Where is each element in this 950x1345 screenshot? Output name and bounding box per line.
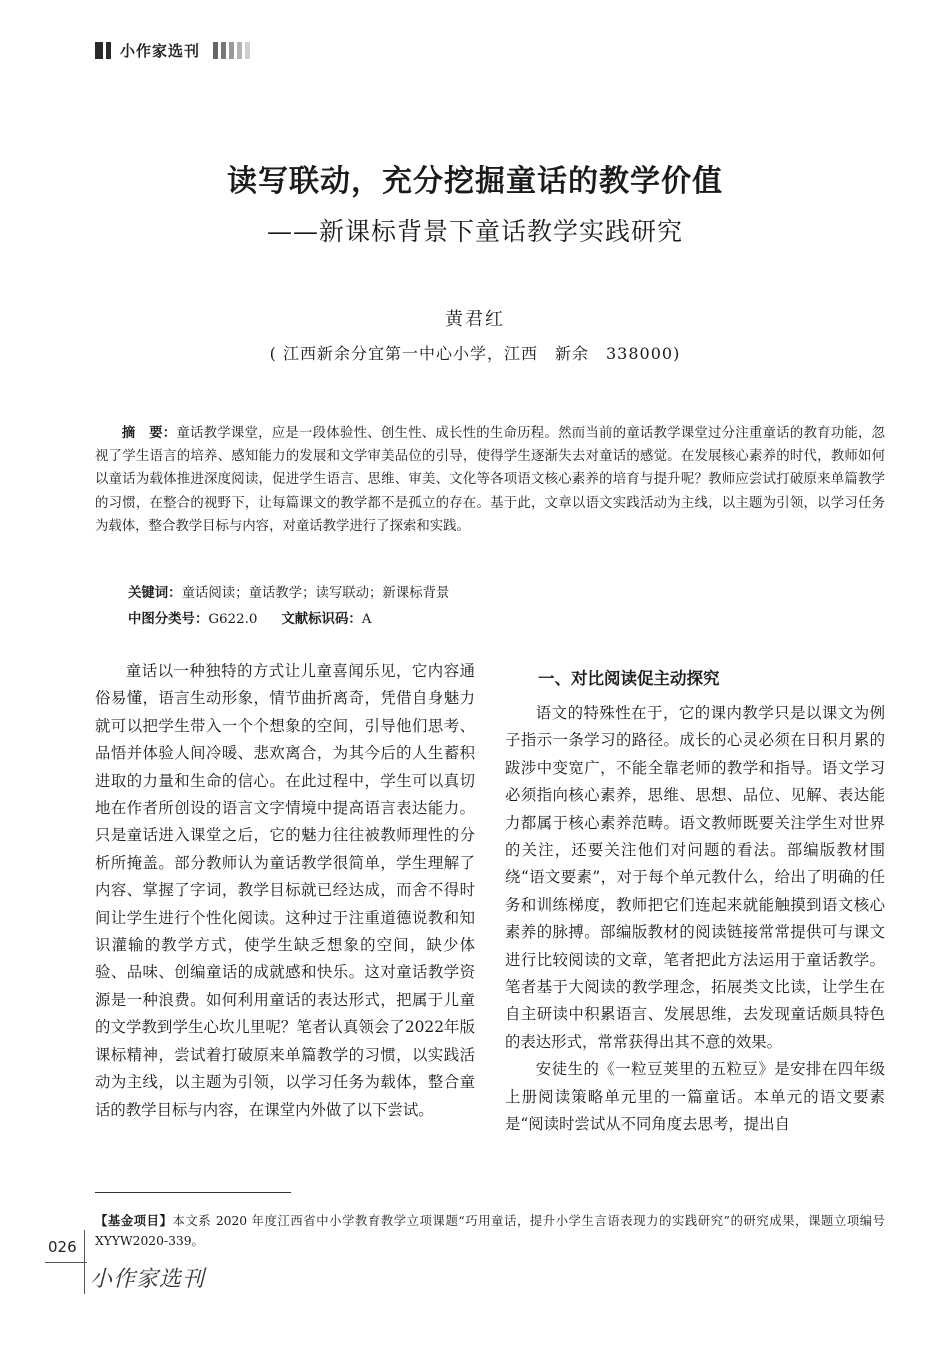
abstract-label: 摘 要： xyxy=(121,426,177,441)
clc-value: G622.0 xyxy=(208,612,258,627)
journal-logo: 小作家选刊 xyxy=(90,1267,206,1292)
header-stripe xyxy=(237,42,242,59)
body-right-column xyxy=(505,666,885,1139)
header-stripe xyxy=(213,42,218,59)
clc-label: 中图分类号： xyxy=(128,612,209,627)
header-bar-mark xyxy=(95,42,103,59)
body-paragraph: 童话以一种独特的方式让儿童喜闻乐见，它内容通俗易懂，语言生动形象，情节曲折离奇，凭借自身魅力就可以把学生带入一个个想象的空间，引导他们思考、品悟并体验人间冷暖、悲欢离合，为其今后的人生蓄积进取的力量和生命的信心。在此过程中，学生可以真切地在作者所创设的语言文字情境中提高语言表达能力。只是童话进入课堂之后，它的魅力往往被教师理性的分析所掩盖。部分教师认为童话教学很简单，学生理解了内容、掌握了字词，教学目标就已经达成，而舍不得时间让学生进行个性化阅读。这种过于注重道德说教和知识灌输的教学方式，使学生缺乏想象的空间，缺少体验、品味、创编童话的成就感和快乐。这对童话教学资源是一种浪费。如何利用童话的表达形式，把属于儿童的文学教到学生心坎儿里呢？笔者认真领会了2022年版课标精神，尝试着打破原来单篇教学的习惯，以实践活动为主线，以主题为引领，以学习任务为载体，整合童话的教学目标与内容，在课堂内外做了以下尝试。 xyxy=(95,662,475,1119)
classification xyxy=(128,608,371,627)
page-number-rule xyxy=(45,1262,87,1263)
page-number-divider xyxy=(84,1230,85,1294)
footnote-label: 【基金项目】 xyxy=(95,1214,173,1228)
keywords-label: 关键词： xyxy=(128,586,182,601)
abstract-text: 童话教学课堂，应是一段体验性、创生性、成长性的生命历程。然而当前的童话教学课堂过分注重童话的教育功能，忽视了学生语言的培养、感知能力的发展和文学审美品位的引导，使得学生逐渐失去对童话的感觉。在发展核心素养的时代，教师如何以童话为载体推进深度阅读，促进学生语言、思维、审美、文化等各项语文核心素养的培育与提升呢？教师应尝试打破原来单篇教学的习惯，在整合的视野下，让每篇课文的教学都不是孤立的存在。基于此，文章以语文实践活动为主线，以主题为引领，以学习任务为载体，整合教学目标与内容，对童话教学进行了探索和实践。 xyxy=(95,426,886,534)
journal-name: 小作家选刊 xyxy=(120,42,201,60)
footnote-text: 本文系 2020 年度江西省中小学教育教学立项课题“巧用童话，提升小学生言语表现力的实践研究”的研究成果，课题立项编号 XYYW2020-339。 xyxy=(95,1214,885,1248)
article-title: 读写联动，充分挖掘童话的教学价值 xyxy=(227,164,723,199)
section-heading: 一、对比阅读促主动探究 xyxy=(538,669,720,688)
footnote-rule xyxy=(95,1192,291,1193)
author-affiliation: ( 江西新余分宜第一中心小学，江西 新余 338000) xyxy=(269,344,681,363)
abstract xyxy=(95,422,885,538)
body-paragraph: 安徒生的《一粒豆荚里的五粒豆》是安排在四年级上册阅读策略单元里的一篇童话。本单元的语文要素是“阅读时尝试从不同角度去思考，提出自 xyxy=(505,1060,885,1134)
keywords xyxy=(128,582,449,601)
header-bar-mark xyxy=(106,42,111,59)
header-stripe xyxy=(221,42,226,59)
header-stripe xyxy=(245,42,250,59)
footnote xyxy=(95,1211,885,1251)
page-number: 026 xyxy=(48,1238,77,1256)
author-name: 黄君红 xyxy=(445,309,505,330)
doc-code-label: 文献标识码： xyxy=(281,612,362,627)
article-subtitle: ——新课标背景下童话教学实践研究 xyxy=(266,217,683,246)
body-left-column xyxy=(95,658,475,1124)
doc-code-value: A xyxy=(361,612,372,627)
header-stripe xyxy=(229,42,234,59)
keywords-text: 童话阅读；童话教学；读写联动；新课标背景 xyxy=(181,586,450,601)
body-paragraph: 语文的特殊性在于，它的课内教学只是以课文为例子指示一条学习的路径。成长的心灵必须在日积月累的跋涉中变宽广，不能全靠老师的教学和指导。语文学习必须指向核心素养，思维、思想、品位、见解、表达能力都属于核心素养范畴。语文教师既要关注学生对世界的关注，还要关注他们对问题的看法。部编版教材围绕“语文要素”，对于每个单元教什么，给出了明确的任务和训练梯度，教师把它们连起来就能触摸到语文核心素养的脉搏。部编版教材的阅读链接常常提供可与课文进行比较阅读的文章，笔者把此方法运用于童话教学。笔者基于大阅读的教学理念，拓展类文比读，让学生在自主研读中积累语言、发展思维，去发现童话颇具特色的表达形式，常常获得出其不意的效果。 xyxy=(505,704,885,1051)
